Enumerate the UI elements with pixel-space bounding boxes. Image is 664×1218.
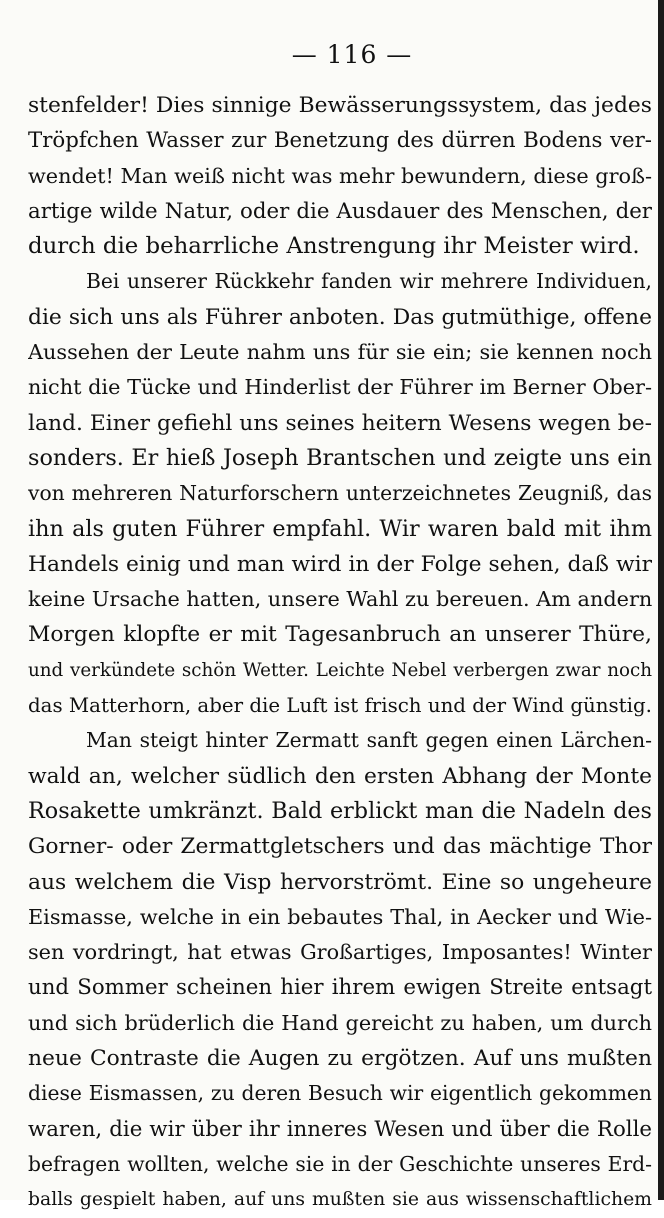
text-line: sen vordringt, hat etwas Großartiges, Imposantes! Winter [28, 940, 652, 965]
paragraph-2 [28, 264, 652, 723]
text-line: Rosakette umkränzt. Bald erblickt man die Nadeln des [28, 797, 652, 824]
text-line: von mehreren Naturforschern unterzeichnetes Zeugniß, das [28, 481, 652, 506]
text-line: wald an, welcher südlich den ersten Abhang der Monte [28, 763, 652, 789]
text-line: und sich brüderlich die Hand gereicht zu haben, um durch [28, 1010, 652, 1035]
text-line: und Sommer scheinen hier ihrem ewigen Streite entsagt [28, 975, 652, 1001]
text-line: wendet! Man weiß nicht was mehr bewundern, diese groß- [28, 163, 652, 188]
text-line: Morgen klopfte er mit Tagesanbruch an unserer Thüre, [28, 622, 652, 648]
text-line: und verkündete schön Wetter. Leichte Nebel verbergen zwar noch [28, 659, 652, 681]
page-number: — 116 — [291, 40, 413, 69]
text-line: waren, die wir über ihr inneres Wesen und über die Rolle [28, 1116, 652, 1142]
text-line: land. Einer gefiehl uns seines heitern Wesens wegen be- [28, 410, 652, 436]
text-line: keine Ursache hatten, unsere Wahl zu bereuen. Am andern [28, 587, 652, 612]
text-line: Eismasse, welche in ein bebautes Thal, in Aecker und Wie- [28, 904, 652, 929]
paragraph-3 [28, 723, 652, 1217]
text-line: die sich uns als Führer anboten. Das gutmüthige, offene [28, 304, 652, 330]
text-line: Tröpfchen Wasser zur Benetzung des dürren Bodens ver- [28, 128, 652, 154]
text-line: ihn als guten Führer empfahl. Wir waren bald mit ihm [28, 515, 652, 542]
text-line: durch die beharrliche Anstrengung ihr Meister wird. [28, 233, 640, 260]
text-line: artige wilde Natur, oder die Ausdauer des Menschen, der [28, 198, 652, 224]
text-line: Handels einig und man wird in der Folge sehen, daß wir [28, 551, 652, 577]
text-line: Aussehen der Leute nahm uns für sie ein; sie kennen noch [28, 340, 652, 365]
text-line: Gorner- oder Zermattgletschers und das mächtige Thor [28, 834, 652, 860]
text-line: aus welchem die Visp hervorströmt. Eine so ungeheure [28, 869, 652, 895]
text-line: stenfelder! Dies sinnige Bewässerungssystem, das jedes [28, 93, 652, 118]
text-line: balls gespielt haben, auf uns mußten sie aus wissenschaftlichem [28, 1189, 652, 1211]
text-line: Man steigt hinter Zermatt sanft gegen einen Lärchen- [86, 728, 652, 753]
text-line: sonders. Er hieß Joseph Brantschen und zeigte uns ein [28, 444, 652, 471]
paragraph-1 [28, 88, 652, 264]
text-line: nicht die Tücke und Hinderlist der Führer im Berner Ober- [28, 375, 652, 400]
text-line: diese Eismassen, zu deren Besuch wir eigentlich gekommen [28, 1081, 652, 1106]
text-line: Bei unserer Rückkehr fanden wir mehrere Individuen, [86, 269, 652, 294]
text-line: befragen wollten, welche sie in der Geschichte unseres Erd- [28, 1151, 652, 1176]
text-line: neue Contraste die Augen zu ergötzen. Auf uns mußten [28, 1046, 652, 1072]
page-edge-shadow [658, 0, 664, 1200]
text-line: das Matterhorn, aber die Luft ist frisch und der Wind günstig. [28, 694, 652, 718]
